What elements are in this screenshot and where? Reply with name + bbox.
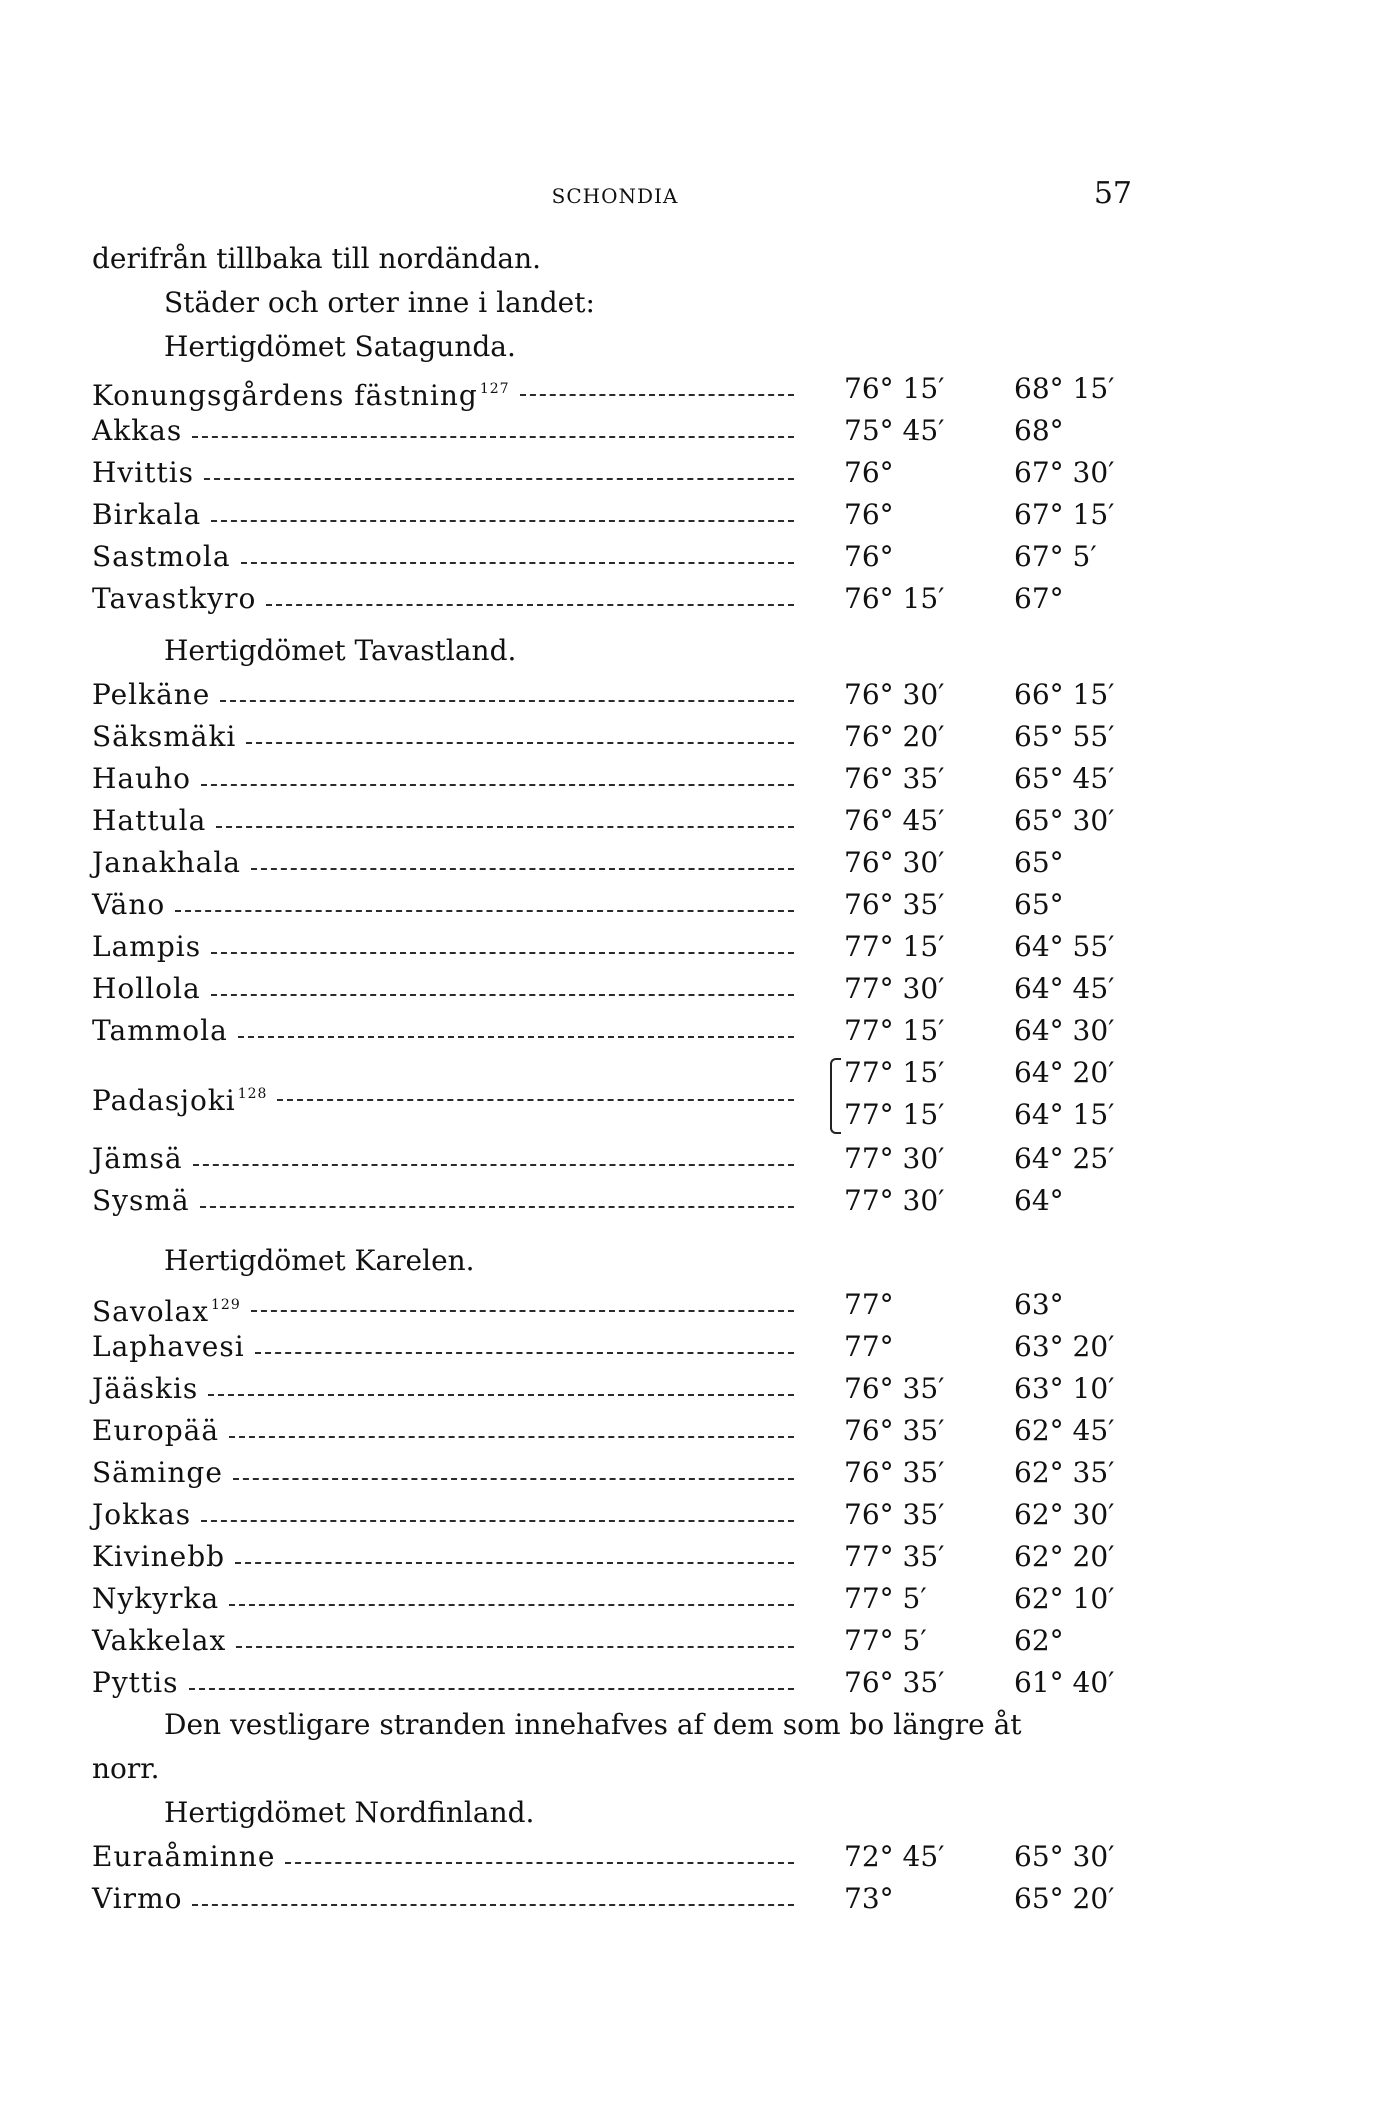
coord-col1: 76° 15′ xyxy=(844,582,945,615)
dot-leader xyxy=(220,700,794,702)
coord-col1: 73° xyxy=(844,1882,894,1915)
table-row xyxy=(92,1878,1138,1920)
footnote-ref: 129 xyxy=(211,1297,241,1313)
place-name: Lampis xyxy=(92,930,202,963)
dot-leader xyxy=(201,784,794,786)
coord-col1: 76° 35′ xyxy=(844,1456,945,1489)
dot-leader xyxy=(241,562,794,564)
coord-col1: 77° 30′ xyxy=(844,1184,945,1217)
table-row xyxy=(92,1010,1138,1052)
place-name: Birkala xyxy=(92,498,202,531)
dot-leader xyxy=(255,1352,794,1354)
page-number: 57 xyxy=(1093,176,1132,211)
coord-col1: 76° 35′ xyxy=(844,1666,945,1699)
table-row xyxy=(92,578,1138,620)
book-page xyxy=(92,0,1138,2114)
table-row xyxy=(92,536,1138,578)
place-name: Hauho xyxy=(92,762,192,795)
place-name: Sysmä xyxy=(92,1184,190,1217)
place-name: Säminge xyxy=(92,1456,223,1489)
dot-leader xyxy=(238,1036,794,1038)
dot-leader xyxy=(229,1436,794,1438)
table-row xyxy=(92,758,1138,800)
footnote-ref: 127 xyxy=(479,381,510,397)
dot-leader xyxy=(520,394,794,396)
table-row xyxy=(92,494,1138,536)
dot-leader xyxy=(175,910,794,912)
coord-col1: 72° 45′ xyxy=(844,1840,945,1873)
place-name: Nykyrka xyxy=(92,1582,220,1615)
dot-leader xyxy=(201,1520,794,1522)
dot-leader xyxy=(277,1099,794,1101)
section-heading-satagunda: Hertigdömet Satagunda. xyxy=(164,330,516,363)
coord-col2: 65° 45′ xyxy=(1014,762,1115,795)
coord-col1: 76° xyxy=(844,456,894,489)
coord-col2: 64° xyxy=(1014,1184,1064,1217)
coord-col2: 62° xyxy=(1014,1624,1064,1657)
dot-leader xyxy=(235,1562,794,1564)
place-name: Virmo xyxy=(92,1882,183,1915)
dot-leader xyxy=(285,1862,794,1864)
table-row xyxy=(92,410,1138,452)
table-row xyxy=(92,1284,1138,1326)
table-row xyxy=(92,368,1138,410)
place-name: Pelkäne xyxy=(92,678,211,711)
coord-col1: 77° 30′ xyxy=(844,1142,945,1175)
coord-col2: 65° 30′ xyxy=(1014,804,1115,837)
coord-col2: 63° xyxy=(1014,1288,1064,1321)
table-row-padasjoki xyxy=(92,1052,1138,1136)
dot-leader xyxy=(251,868,794,870)
coord-col2: 65° xyxy=(1014,888,1064,921)
brace xyxy=(830,1058,841,1134)
table-row xyxy=(92,968,1138,1010)
coord-col1: 77° 15′ xyxy=(844,1098,945,1131)
place-name: Pyttis xyxy=(92,1666,179,1699)
table-row xyxy=(92,884,1138,926)
coord-col1: 77° xyxy=(844,1330,894,1363)
section-heading-nordfinland: Hertigdömet Nordfinland. xyxy=(164,1796,535,1829)
coord-col1: 77° 30′ xyxy=(844,972,945,1005)
coord-col2: 68° xyxy=(1014,414,1064,447)
coord-col2: 63° 10′ xyxy=(1014,1372,1115,1405)
table-row xyxy=(92,1536,1138,1578)
note-paragraph-line1: Den vestligare stranden innehafves af dem som bo längre åt xyxy=(164,1708,1022,1741)
table-row xyxy=(92,452,1138,494)
dot-leader xyxy=(192,1904,794,1906)
dot-leader xyxy=(246,742,794,744)
dot-leader xyxy=(189,1688,794,1690)
place-name: Konungsgårdens fästning $^{127}$ xyxy=(92,379,510,412)
coord-col2: 67° xyxy=(1014,582,1064,615)
dot-leader xyxy=(193,1164,794,1166)
coord-col2: 62° 30′ xyxy=(1014,1498,1115,1531)
coord-col2: 65° 30′ xyxy=(1014,1840,1115,1873)
place-name: Tavastkyro xyxy=(92,582,257,615)
coord-col2: 66° 15′ xyxy=(1014,678,1115,711)
place-name: Laphavesi xyxy=(92,1330,245,1363)
coord-col2: 64° 55′ xyxy=(1014,930,1115,963)
coord-col1: 76° 45′ xyxy=(844,804,945,837)
place-name: Akkas xyxy=(92,414,183,447)
table-row xyxy=(92,1452,1138,1494)
coord-col1: 77° 15′ xyxy=(844,930,945,963)
place-name: Sastmola xyxy=(92,540,231,573)
coord-col2: 64° 25′ xyxy=(1014,1142,1115,1175)
place-name: Europää xyxy=(92,1414,220,1447)
coord-col1: 77° 5′ xyxy=(844,1582,927,1615)
place-name: Padasjoki $^{128}$ xyxy=(92,1084,268,1117)
footnote-ref: 128 xyxy=(237,1086,268,1102)
table-row xyxy=(92,1836,1138,1878)
place-name: Euraåminne xyxy=(92,1840,276,1873)
coord-col1: 76° 30′ xyxy=(844,678,945,711)
table-row xyxy=(92,1180,1138,1222)
table-row xyxy=(92,800,1138,842)
coord-col1: 76° 35′ xyxy=(844,1498,945,1531)
coord-col1: 76° xyxy=(844,498,894,531)
running-head xyxy=(92,176,1138,211)
coord-col1: 76° 35′ xyxy=(844,1414,945,1447)
table-row xyxy=(92,842,1138,884)
coord-col1: 76° 30′ xyxy=(844,846,945,879)
place-name: Vakkelax xyxy=(92,1624,227,1657)
coord-col2: 64° 30′ xyxy=(1014,1014,1115,1047)
dot-leader xyxy=(204,478,794,480)
place-name: Väno xyxy=(92,888,166,921)
coord-col2: 64° 20′ xyxy=(1014,1056,1115,1089)
dot-leader xyxy=(211,952,794,954)
coord-col1: 77° 15′ xyxy=(844,1014,945,1047)
place-name: Tammola xyxy=(92,1014,228,1047)
coord-col2: 67° 30′ xyxy=(1014,456,1115,489)
table-row xyxy=(92,1410,1138,1452)
place-name: Jääskis xyxy=(92,1372,199,1405)
section-heading-tavastland: Hertigdömet Tavastland. xyxy=(164,634,517,667)
dot-leader xyxy=(229,1604,794,1606)
coord-col2: 65° xyxy=(1014,846,1064,879)
table-row xyxy=(92,716,1138,758)
coord-col1: 77° 15′ xyxy=(844,1056,945,1089)
place-name: Janakhala xyxy=(92,846,241,879)
coord-col1: 76° 15′ xyxy=(844,372,945,405)
intro-line: derifrån tillbaka till nordändan. xyxy=(92,242,541,275)
coord-col2: 67° 5′ xyxy=(1014,540,1097,573)
coord-col1: 76° xyxy=(844,540,894,573)
table-row xyxy=(92,926,1138,968)
intro-subheading: Städer och orter inne i landet: xyxy=(164,286,595,319)
coord-col1: 76° 35′ xyxy=(844,1372,945,1405)
dot-leader xyxy=(211,520,794,522)
dot-leader xyxy=(192,436,794,438)
coord-col2: 68° 15′ xyxy=(1014,372,1115,405)
coord-col1: 76° 35′ xyxy=(844,762,945,795)
dot-leader xyxy=(236,1646,794,1648)
coord-col2: 62° 10′ xyxy=(1014,1582,1115,1615)
coord-col2: 67° 15′ xyxy=(1014,498,1115,531)
coord-col2: 65° 20′ xyxy=(1014,1882,1115,1915)
coord-col2: 63° 20′ xyxy=(1014,1330,1115,1363)
coord-col1: 77° xyxy=(844,1288,894,1321)
place-name: Savolax $^{129}$ xyxy=(92,1295,241,1328)
table-row xyxy=(92,1620,1138,1662)
place-name: Jämsä xyxy=(92,1142,183,1175)
place-name: Jokkas xyxy=(92,1498,192,1531)
dot-leader xyxy=(208,1394,794,1396)
coord-col2: 62° 45′ xyxy=(1014,1414,1115,1447)
table-row xyxy=(92,1578,1138,1620)
coord-col2: 65° 55′ xyxy=(1014,720,1115,753)
coord-col2: 64° 45′ xyxy=(1014,972,1115,1005)
place-name: Hvittis xyxy=(92,456,195,489)
place-name: Säksmäki xyxy=(92,720,237,753)
dot-leader xyxy=(266,604,794,606)
table-row xyxy=(92,1368,1138,1410)
table-row xyxy=(92,1662,1138,1704)
coord-col2: 62° 20′ xyxy=(1014,1540,1115,1573)
coord-col1: 76° 35′ xyxy=(844,888,945,921)
coord-col2: 61° 40′ xyxy=(1014,1666,1115,1699)
dot-leader xyxy=(216,826,794,828)
coord-col1: 77° 35′ xyxy=(844,1540,945,1573)
table-row xyxy=(92,1138,1138,1180)
table-row xyxy=(92,1326,1138,1368)
table-row xyxy=(92,1494,1138,1536)
dot-leader xyxy=(211,994,794,996)
coord-col1: 77° 5′ xyxy=(844,1624,927,1657)
section-heading-karelen: Hertigdömet Karelen. xyxy=(164,1244,475,1277)
place-name: Hollola xyxy=(92,972,201,1005)
table-row xyxy=(92,674,1138,716)
dot-leader xyxy=(200,1206,794,1208)
coord-col2: 62° 35′ xyxy=(1014,1456,1115,1489)
note-paragraph-line2: norr. xyxy=(92,1752,160,1785)
running-title: SCHONDIA xyxy=(551,184,679,208)
coord-col1: 76° 20′ xyxy=(844,720,945,753)
place-name: Hattula xyxy=(92,804,207,837)
coord-col2: 64° 15′ xyxy=(1014,1098,1115,1131)
dot-leader xyxy=(233,1478,794,1480)
coord-col1: 75° 45′ xyxy=(844,414,945,447)
place-name: Kivinebb xyxy=(92,1540,226,1573)
dot-leader xyxy=(251,1310,794,1312)
